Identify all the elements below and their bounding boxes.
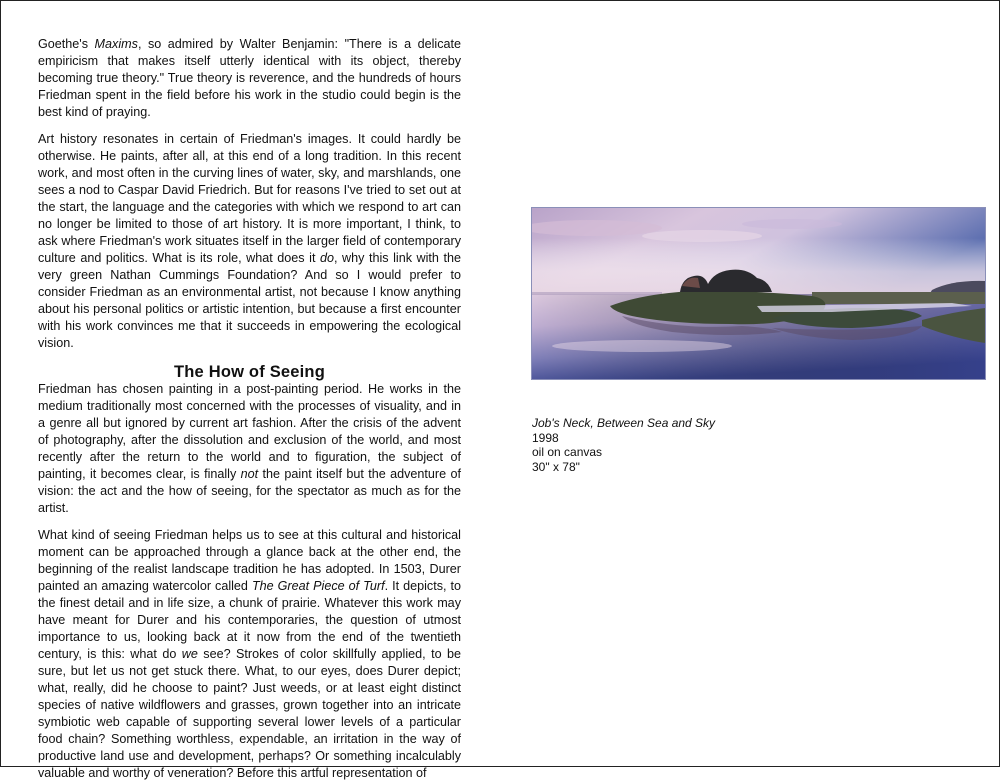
text-segment: Friedman has chosen painting in a post-painting period. He works in the medium traditionally most concerned with the processes of visuality, and in a genre all but ignored by current art fashion. After the crisis of the advent of photography, after the dissolution and exclusion of the world, and most recently after the return to the world and to figuration, the subject of painting, it becomes clear, is finally: [38, 382, 461, 481]
artwork-medium: oil on canvas: [532, 445, 603, 459]
paragraph: [38, 381, 461, 517]
text-segment: Goethe's: [38, 37, 95, 51]
essay-text-column: [38, 36, 461, 782]
marsh-landscape-painting: [532, 208, 985, 379]
text-segment: . It depicts, to the finest detail and in life size, a chunk of prairie. Whatever this work may have meant for Durer and his contemporaries, the question of utmost importance to us, looking back at it now from the end of the twentieth century, is this: what do: [38, 579, 462, 661]
text-segment: the paint itself but the adventure of vision: the act and the how of seeing, for the spectator as much as for the artist.: [38, 467, 461, 515]
italic-emphasis: we: [181, 647, 198, 661]
artwork-dimensions: 30" x 78": [532, 459, 580, 474]
italic-book-title: Maxims: [94, 37, 138, 51]
paragraph: [38, 527, 461, 782]
italic-artwork-title: The Great Piece of Turf: [251, 579, 385, 593]
text-segment: Art history resonates in certain of Friedman's images. It could hardly be otherwise. He paints, after all, at this end of a long tradition. In this recent work, and most often in the curving lines of water, sky, and marshlands, one sees a nod to Caspar David Friedrich. But for reasons I've tried to set out at the start, the language and the categories with which we respond to art can no longer be limited to those of art history. It is more important, I think, to ask where Friedman's work situates itself in the larger field of contemporary culture and politics. What is its role, what does it: [38, 132, 461, 265]
italic-emphasis: do: [319, 251, 334, 265]
paragraph: [38, 36, 461, 121]
text-segment: What kind of seeing Friedman helps us to see at this cultural and historical moment can be approached through a glance back at the other end, the beginning of the realist landscape tradition he has adopted. In 1503, Durer painted an amazing watercolor called: [38, 528, 461, 593]
section-heading: The How of Seeing: [174, 363, 325, 381]
paragraph: [38, 131, 461, 352]
text-segment: , why this link with the very green Nathan Cummings Foundation? And so I would prefer to consider Friedman as an environmental artist, not because I know anything about his personal politics or artistic intention, but because a first encounter with his work convinces me that it succeeds in empowering the ecological vision.: [38, 251, 461, 350]
italic-emphasis: not: [240, 467, 259, 481]
text-segment: , so admired by Walter Benjamin: "There is a delicate empiricism that makes itself utterly identical with its object, thereby becoming true theory." True theory is reverence, and the hundreds of hours Friedman spent in the field before his work in the studio could begin is the best kind of praying.: [38, 37, 462, 119]
artwork-image: [531, 207, 986, 380]
artwork-title: Job's Neck, Between Sea and Sky: [532, 416, 716, 430]
artwork-year: 1998: [532, 430, 559, 445]
artwork-caption: [532, 416, 715, 474]
text-segment: see? Strokes of color skillfully applied, to be sure, but let us not get stuck there. What, to our eyes, does Durer depict; what, really, did he choose to paint? Just weeds, or at least eight distinct species of native wildflowers and grasses, grown together into an intricate symbiotic web capable of supporting several lower levels of a particular food chain? Something worthless, expendable, an irritation in the way of productive land use and development, perhaps? Or something incalculably valuable and worthy of veneration? Before this artful representation of: [38, 647, 461, 780]
